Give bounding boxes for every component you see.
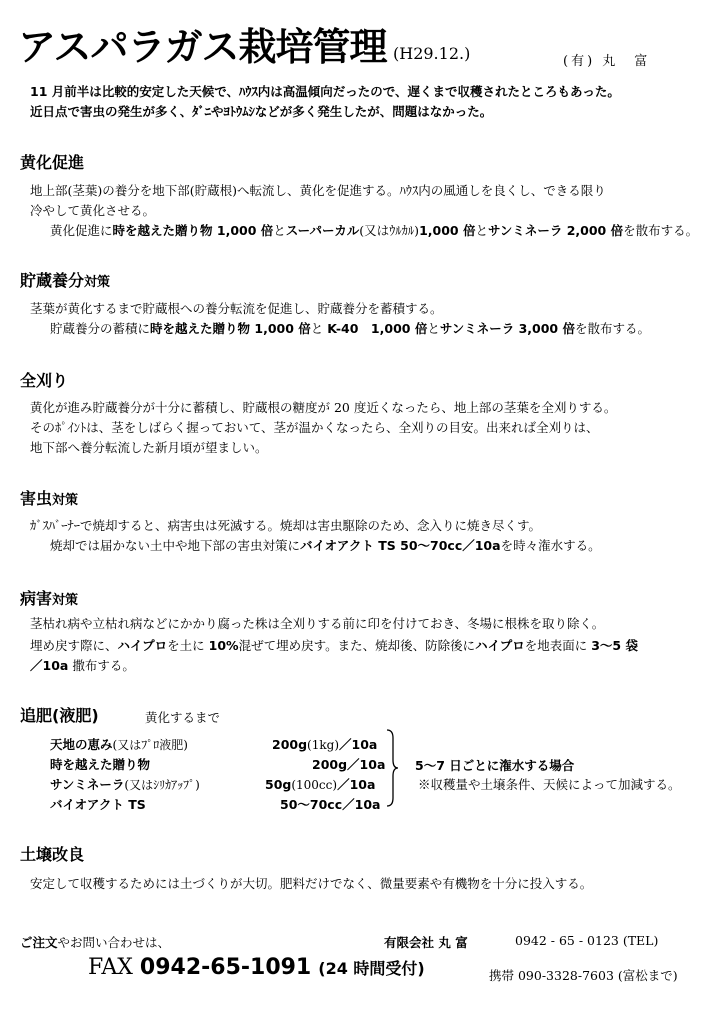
section-heading-yellowing: 黄化促進 bbox=[20, 153, 85, 172]
yellowing-text-1: 地上部(茎葉)の養分を地下部(貯蔵根)へ転流し、黄化を促進する。ﾊｳｽ内の風通しを良くし、できる限り bbox=[30, 183, 606, 198]
page-title: アスパラガス栽培管理 bbox=[18, 25, 387, 69]
footer-company: 有限会社 丸 富 bbox=[384, 935, 468, 950]
fertilizer-item-name: バイオアクト TS bbox=[50, 797, 146, 812]
fertilizer-schedule-note: ※収穫量や土壌条件、天候によって加減する。 bbox=[418, 777, 681, 792]
intro-line-1: 11 月前半は比較的安定した天候で、ﾊｳｽ内は高温傾向だったので、遅くまで収穫されたところもあった。 bbox=[30, 84, 620, 99]
issue-date: (H29.12.) bbox=[393, 44, 471, 63]
fertilizer-item-amount: 200g(1kg)／10a bbox=[272, 737, 378, 752]
cutting-text-2: そのﾎﾟｲﾝﾄは、茎をしばらく握っておいて、茎が温かくなったら、全刈りの目安。出来れば全刈りは、 bbox=[30, 420, 599, 435]
cutting-text-1: 黄化が進み貯蔵養分が十分に蓄積し、貯蔵根の糖度が 20 度近くなったら、地上部の茎葉を全刈りする。 bbox=[30, 400, 617, 415]
yellowing-text-2: 冷やして黄化させる。 bbox=[30, 203, 156, 218]
pests-text-1: ｶﾞｽﾊﾞｰﾅｰで焼却すると、病害虫は死滅する。焼却は害虫駆除のため、念入りに焼き尽くす。 bbox=[30, 518, 542, 533]
pests-text-2: 焼却では届かない土中や地下部の害虫対策にバイオアクト TS 50～70cc／10aを時々潅水する。 bbox=[50, 538, 601, 553]
storage-text-1: 茎葉が黄化するまで貯蔵根への養分転流を促進し、貯蔵養分を蓄積する。 bbox=[30, 301, 443, 316]
section-heading-soil: 土壌改良 bbox=[20, 845, 85, 864]
disease-text-1: 茎枯れ病や立枯れ病などにかかり腐った株は全刈りする前に印を付けておき、冬場に根株を取り除く。 bbox=[30, 616, 605, 631]
fertilizer-item-amount: 50g(100cc)／10a bbox=[265, 777, 376, 792]
fertilizer-schedule: 5～7 日ごとに潅水する場合 bbox=[415, 758, 575, 773]
company-name-header: (有) 丸 富 bbox=[563, 54, 651, 69]
intro-line-2: 近日点で害虫の発生が多く、ﾀﾞﾆやﾖﾄｳﾑｼなどが多く発生したが、問題はなかった。 bbox=[30, 104, 493, 119]
fertilizer-note: 黄化するまで bbox=[145, 710, 221, 725]
fertilizer-item-name: 天地の恵み(又はﾌﾟﾛ液肥) bbox=[50, 737, 188, 752]
section-heading-pests: 害虫対策 bbox=[20, 489, 79, 508]
order-inquiry: ご注文やお問い合わせは、 bbox=[20, 935, 171, 950]
section-heading-disease: 病害対策 bbox=[20, 589, 79, 608]
yellowing-text-3: 黄化促進に時を越えた贈り物 1,000 倍とスーパーカル(又はｳﾙｶﾙ)1,000 倍とサンミネーラ 2,000 倍を散布する。 bbox=[50, 223, 699, 238]
cutting-text-3: 地下部へ養分転流した新月頃が望ましい。 bbox=[30, 440, 268, 455]
fax-number[interactable]: 0942-65-1091 bbox=[139, 955, 312, 980]
fax-line: FAX 0942-65-1091 (24 時間受付) bbox=[88, 955, 425, 980]
disease-text-2: 埋め戻す際に、ハイプロを土に 10%混ぜて埋め戻す。また、焼却後、防除後にハイプロを地表面に 3～5 袋 bbox=[30, 638, 638, 653]
tel-number[interactable]: 0942 - 65 - 0123 (TEL) bbox=[515, 933, 659, 948]
fertilizer-item-amount: 200g／10a bbox=[312, 757, 386, 772]
section-heading-fertilizer: 追肥(液肥) bbox=[20, 706, 99, 725]
fertilizer-item-amount: 50～70cc／10a bbox=[280, 797, 381, 812]
disease-text-3: ／10a 撒布する。 bbox=[30, 658, 135, 673]
section-heading-storage: 貯蔵養分対策 bbox=[20, 271, 111, 290]
section-heading-cutting: 全刈り bbox=[20, 371, 69, 390]
fertilizer-item-name: 時を越えた贈り物 bbox=[50, 757, 151, 772]
mobile-number[interactable]: 携帯 090-3328-7603 (富松まで) bbox=[489, 968, 678, 983]
fertilizer-item-name: サンミネーラ(又はｼﾘｶｱｯﾌﾟ) bbox=[50, 777, 200, 792]
right-brace bbox=[385, 728, 399, 808]
storage-text-2: 貯蔵養分の蓄積に時を越えた贈り物 1,000 倍と K-40 1,000 倍とサンミネーラ 3,000 倍を散布する。 bbox=[50, 321, 650, 336]
soil-text-1: 安定して収穫するためには土づくりが大切。肥料だけでなく、微量要素や有機物を十分に投入する。 bbox=[30, 876, 593, 891]
